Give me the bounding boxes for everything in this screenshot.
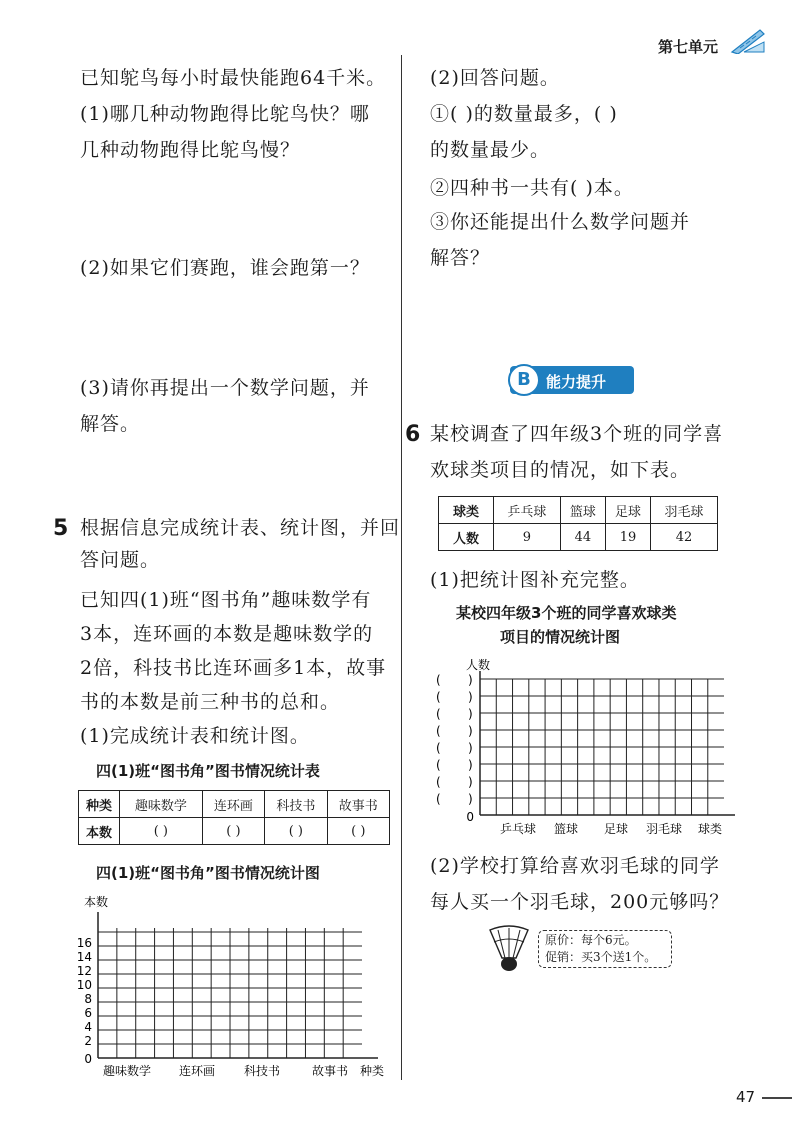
table-header-kind: 种类 bbox=[79, 791, 120, 818]
book-y-tick-4: 4 bbox=[84, 1020, 92, 1034]
ball-table-header: 球类 bbox=[439, 497, 494, 524]
q5-number: 5 bbox=[53, 516, 69, 541]
ball-x-cat-0: 乒乓球 bbox=[499, 822, 537, 836]
y-blank-close: ) bbox=[468, 758, 473, 772]
book-chart-title: 四(1)班“图书角”图书情况统计图 bbox=[96, 864, 320, 882]
book-y-tick-0: 0 bbox=[84, 1052, 92, 1066]
ball-chart-title-line1: 某校四年级3个班的同学喜欢球类 bbox=[456, 604, 677, 622]
ball-val-3: 42 bbox=[651, 524, 718, 551]
table-cat-2: 科技书 bbox=[265, 791, 327, 818]
shuttlecock-icon bbox=[486, 924, 532, 974]
y-blank-open[interactable]: ( bbox=[436, 707, 441, 721]
y-blank-open[interactable]: ( bbox=[436, 758, 441, 772]
ball-cat-3: 羽毛球 bbox=[651, 497, 718, 524]
ball-chart-title-line2: 项目的情况统计图 bbox=[500, 628, 621, 646]
ball-val-0: 9 bbox=[494, 524, 561, 551]
y-blank-close: ) bbox=[468, 707, 473, 721]
book-y-label: 本数 bbox=[84, 895, 109, 909]
book-table-title: 四(1)班“图书角”图书情况统计表 bbox=[96, 762, 320, 780]
book-y-tick-16: 16 bbox=[76, 936, 92, 950]
y-blank-close: ) bbox=[468, 724, 473, 738]
book-y-tick-8: 8 bbox=[84, 992, 92, 1006]
q4-part2: (2)如果它们赛跑，谁会跑第一？ bbox=[80, 257, 370, 279]
ball-y-blank-labels bbox=[436, 673, 473, 806]
ball-row-header: 人数 bbox=[439, 524, 494, 551]
q5-info-line2: 3本，连环画的本数是趣味数学的 bbox=[80, 623, 374, 645]
book-y-tick-14: 14 bbox=[76, 950, 92, 964]
y-blank-close: ) bbox=[468, 792, 473, 806]
y-blank-open[interactable]: ( bbox=[436, 792, 441, 806]
ball-x-cat-1: 篮球 bbox=[553, 822, 579, 836]
promo-line2: 促销：买3个送1个。 bbox=[545, 950, 657, 964]
q6-part2-line2: 每人买一个羽毛球，200元够吗？ bbox=[430, 891, 730, 913]
q5-sub1-line1: ①( )的数量最多，( ) bbox=[430, 103, 618, 125]
column-divider bbox=[401, 55, 402, 1080]
q5-sub2: ②四种书一共有( )本。 bbox=[430, 177, 634, 199]
section-badge bbox=[510, 366, 634, 394]
book-x-label: 种类 bbox=[359, 1064, 385, 1078]
q5-part2: (2)回答问题。 bbox=[430, 67, 560, 89]
y-blank-close: ) bbox=[468, 741, 473, 755]
ball-zero: 0 bbox=[466, 810, 474, 824]
table-cat-3: 故事书 bbox=[327, 791, 389, 818]
y-blank-open[interactable]: ( bbox=[436, 673, 441, 687]
book-chart bbox=[70, 890, 390, 1080]
q6-line2: 欢球类项目的情况，如下表。 bbox=[430, 459, 691, 481]
table-blank-3[interactable]: ( ) bbox=[327, 818, 389, 845]
pencil-ruler-icon bbox=[730, 26, 766, 54]
q6-part1: (1)把统计图补充完整。 bbox=[430, 569, 640, 591]
q5-info-line1: 已知四(1)班“图书角”趣味数学有 bbox=[80, 589, 372, 611]
y-blank-close: ) bbox=[468, 673, 473, 687]
ball-stats-table bbox=[438, 496, 718, 551]
y-blank-close: ) bbox=[468, 690, 473, 704]
q5-info-line3: 2倍，科技书比连环画多1本，故事 bbox=[80, 657, 387, 679]
book-x-cat-3: 故事书 bbox=[311, 1064, 349, 1078]
book-y-tick-6: 6 bbox=[84, 1006, 92, 1020]
table-cat-0: 趣味数学 bbox=[120, 791, 203, 818]
q6-line1: 某校调查了四年级3个班的同学喜 bbox=[430, 423, 724, 445]
y-blank-open[interactable]: ( bbox=[436, 775, 441, 789]
promo-note bbox=[538, 930, 672, 968]
page-number-rule bbox=[762, 1097, 792, 1099]
q5-sub1-line2: 的数量最少。 bbox=[430, 139, 551, 161]
table-blank-2[interactable]: ( ) bbox=[265, 818, 327, 845]
ball-val-2: 19 bbox=[605, 524, 650, 551]
ball-cat-2: 足球 bbox=[605, 497, 650, 524]
q5-sub3-line2: 解答？ bbox=[430, 247, 491, 269]
ball-cat-1: 篮球 bbox=[560, 497, 605, 524]
table-header-count: 本数 bbox=[79, 818, 120, 845]
q6-part2-line1: (2)学校打算给喜欢羽毛球的同学 bbox=[430, 855, 720, 877]
book-x-cat-0: 趣味数学 bbox=[102, 1064, 152, 1078]
section-badge-letter: B bbox=[508, 364, 540, 396]
section-badge-text: 能力提升 bbox=[546, 373, 607, 391]
y-blank-open[interactable]: ( bbox=[436, 741, 441, 755]
ball-x-label: 球类 bbox=[697, 822, 723, 836]
q4-intro: 已知鸵鸟每小时最快能跑64千米。 bbox=[80, 67, 387, 89]
q6-number: 6 bbox=[405, 422, 421, 447]
q5-sub3-line1: ③你还能提出什么数学问题并 bbox=[430, 211, 691, 233]
ball-chart-grid bbox=[480, 671, 735, 815]
table-cat-1: 连环画 bbox=[202, 791, 264, 818]
q5-line1: 根据信息完成统计表、统计图，并回 bbox=[80, 517, 401, 539]
ball-val-1: 44 bbox=[560, 524, 605, 551]
ball-x-cat-3: 羽毛球 bbox=[645, 822, 683, 836]
q4-part3-line1: (3)请你再提出一个数学问题，并 bbox=[80, 377, 370, 399]
y-blank-open[interactable]: ( bbox=[436, 690, 441, 704]
table-blank-1[interactable]: ( ) bbox=[202, 818, 264, 845]
q4-part1-line2: 几种动物跑得比鸵鸟慢？ bbox=[80, 139, 301, 161]
book-y-tick-2: 2 bbox=[84, 1034, 92, 1048]
book-x-cat-2: 科技书 bbox=[243, 1064, 281, 1078]
y-blank-close: ) bbox=[468, 775, 473, 789]
ball-cat-0: 乒乓球 bbox=[494, 497, 561, 524]
book-x-cat-1: 连环画 bbox=[178, 1064, 216, 1078]
q5-part1: (1)完成统计表和统计图。 bbox=[80, 725, 310, 747]
table-blank-0[interactable]: ( ) bbox=[120, 818, 203, 845]
q4-part1-line1: (1)哪几种动物跑得比鸵鸟快？哪 bbox=[80, 103, 370, 125]
book-stats-table bbox=[78, 790, 390, 845]
y-blank-open[interactable]: ( bbox=[436, 724, 441, 738]
book-y-tick-10: 10 bbox=[76, 978, 92, 992]
q5-line2: 答问题。 bbox=[80, 549, 161, 571]
q4-part3-line2: 解答。 bbox=[80, 413, 141, 435]
promo-line1: 原价：每个6元。 bbox=[545, 933, 637, 947]
ball-chart bbox=[430, 655, 740, 841]
ball-y-label: 人数 bbox=[466, 658, 491, 672]
unit-title: 第七单元 bbox=[658, 38, 719, 56]
ball-x-cat-2: 足球 bbox=[603, 822, 629, 836]
q5-info-line4: 书的本数是前三种书的总和。 bbox=[80, 691, 341, 713]
page-number: 47 bbox=[736, 1088, 756, 1106]
book-y-tick-12: 12 bbox=[76, 964, 92, 978]
book-chart-grid bbox=[98, 912, 378, 1058]
